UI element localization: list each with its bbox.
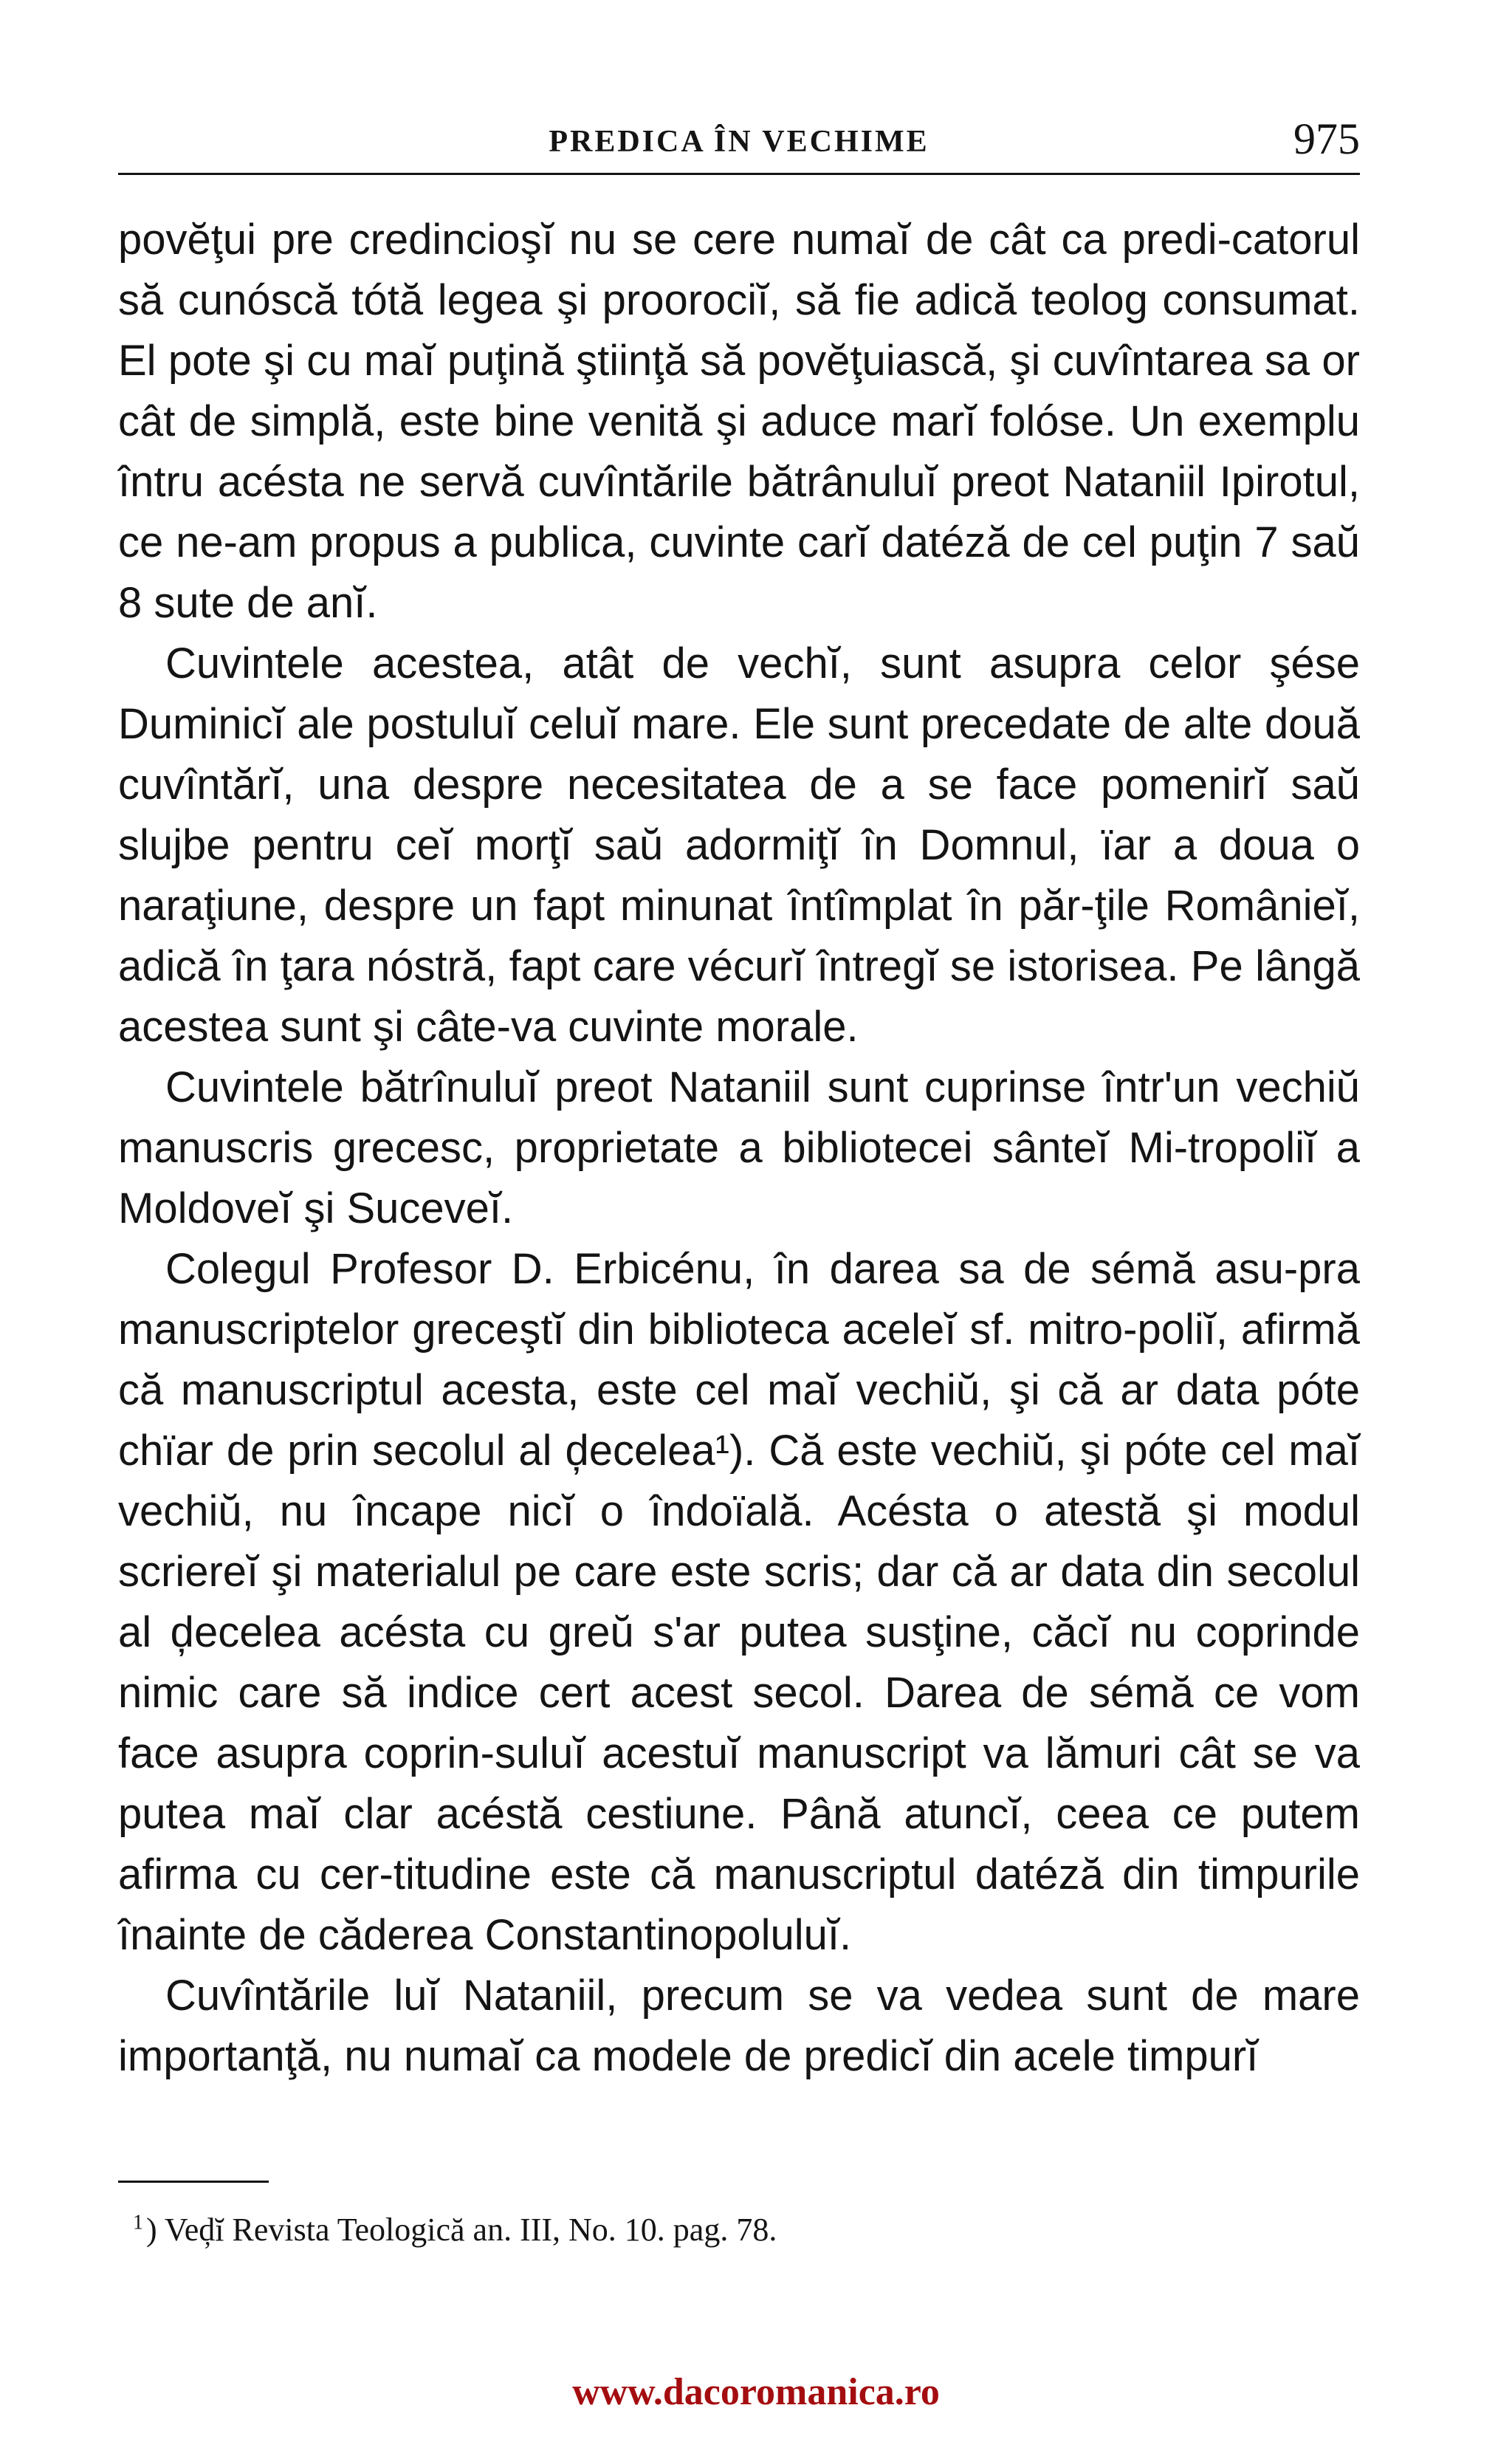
running-head	[118, 109, 1360, 168]
running-title: PREDICA ÎN VECHIME	[549, 125, 929, 159]
paragraph: Cuvintele bătrînuluĭ preot Nataniil sunt cuprinse într'un vechiŭ manuscris grecesc, proprietate a bibliotecei sânteĭ Mi-tropoliĭ a Moldoveĭ şi Suceveĭ.	[118, 1063, 1360, 1232]
paragraph: povĕţui pre credincioşĭ nu se cere numaĭ de cât ca predi-catorul să cunóscă tótă legea şi proorociĭ, să fie adică teolog consumat. El pote şi cu maĭ puţină ştiinţă să povĕţuiască, şi cuvîntarea sa or cât de simplă, este bine venită şi aduce marĭ folóse. Un exemplu întru acésta ne servă cuvîntările bătrânuluĭ preot Nataniil Ipirotul, ce ne-am propus a publica, cuvinte carĭ datéză de cel puţin 7 saŭ 8 sute de anĭ.	[118, 216, 1360, 627]
watermark-link[interactable]: www.dacoromanica.ro	[572, 2371, 940, 2413]
paragraph: Cuvîntările luĭ Nataniil, precum se va vedea sunt de mare importanţă, nu numaĭ ca modele de predicĭ din acele timpurĭ	[118, 1972, 1360, 2080]
footnote-rule	[118, 2181, 269, 2183]
footnote	[133, 2209, 1358, 2251]
page-number: 975	[1293, 114, 1360, 163]
header-rule	[118, 173, 1360, 175]
body-text	[118, 210, 1360, 2087]
paragraph: Colegul Profesor D. Erbicénu, în darea sa de sémă asu-pra manuscriptelor greceştĭ din biblioteca aceleĭ sf. mitro-poliĭ, afirmă că manuscriptul acesta, este cel maĭ vechiŭ, şi că ar data póte chïar de prin secolul al ḑecelea¹). Că este vechiŭ, şi póte cel maĭ vechiŭ, nu încape nicĭ o îndoïală. Acésta o atestă şi modul scriereĭ şi materialul pe care este scris; dar că ar data din secolul al ḑecelea acésta cu greŭ s'ar putea susţine, căcĭ nu coprinde nimic care să indice cert acest secol. Darea de sémă ce vom face asupra coprin-suluĭ acestuĭ manuscript va lămuri cât se va putea maĭ clar acéstă cestiune. Până atuncĭ, ceea ce putem afirma cu cer-titudine este că manuscriptul datéză din timpurile înainte de căderea Constantinopoluluĭ.	[118, 1245, 1360, 1959]
paragraph: Cuvintele acestea, atât de vechĭ, sunt asupra celor şése Duminicĭ ale postuluĭ celuĭ mare. Ele sunt precedate de alte două cuvîntărĭ, una despre necesitatea de a se face pomenirĭ saŭ slujbe pentru ceĭ morţĭ saŭ adormiţĭ în Domnul, ïar a doua o naraţiune, despre un fapt minunat întîmplat în păr-ţile Românieĭ, adică în ţara nóstră, fapt care vécurĭ întregĭ se istorisea. Pe lângă acestea sunt şi câte-va cuvinte morale.	[118, 639, 1360, 1051]
footnote-text: ) Veḑĭ Revista Teologică an. III, No. 10. pag. 78.	[146, 2212, 777, 2248]
footnote-mark: 1	[133, 2211, 143, 2234]
